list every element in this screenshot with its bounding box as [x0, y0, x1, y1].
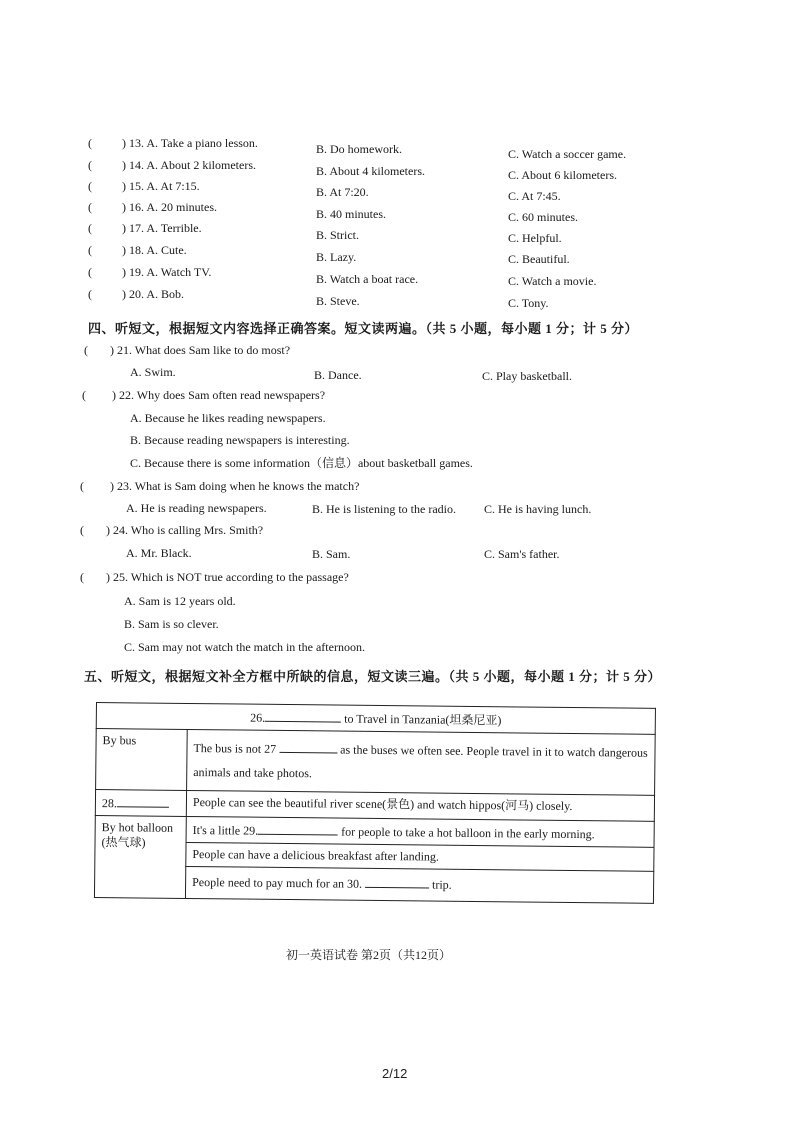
question-16: ( ) 16. A. 20 minutes.: [88, 200, 218, 214]
question-18-option-c: C. Beautiful.: [508, 252, 570, 266]
question-18-option-b: B. Lazy.: [316, 250, 357, 264]
question-20: ( ) 20. A. Bob.: [88, 287, 185, 301]
blank-30[interactable]: [365, 875, 429, 889]
question-13-option-c: C. Watch a soccer game.: [508, 147, 627, 161]
question-20-option-b: B. Steve.: [316, 294, 360, 308]
question-20-option-c: C. Tony.: [508, 296, 549, 310]
question-23-option-a: A. He is reading newspapers.: [126, 501, 267, 515]
row-label-bus: By bus: [96, 729, 188, 791]
question-21-option-b: B. Dance.: [314, 368, 362, 382]
blank-28[interactable]: [117, 794, 169, 808]
question-13-option-b: B. Do homework.: [316, 142, 402, 156]
question-24-option-c: C. Sam's father.: [484, 547, 560, 561]
question-16-option-c: C. 60 minutes.: [508, 210, 579, 224]
blank-26[interactable]: [265, 709, 341, 723]
question-15-option-b: B. At 7:20.: [316, 185, 369, 199]
blank-29[interactable]: [258, 822, 338, 836]
row-30-content: People need to pay much for an 30. trip.: [185, 866, 653, 903]
row-29-content: It's a little 29. for people to take a hot balloon in the early morning.: [186, 816, 654, 847]
question-17: ( ) 17. A. Terrible.: [88, 221, 202, 235]
question-22: ( ) 22. Why does Sam often read newspapers?: [82, 388, 326, 402]
question-25-option-b: B. Sam is so clever.: [124, 617, 219, 631]
row-label-28: 28.: [95, 790, 186, 817]
question-19: ( ) 19. A. Watch TV.: [88, 265, 212, 279]
question-19-option-b: B. Watch a boat race.: [316, 272, 419, 286]
question-24-option-b: B. Sam.: [312, 547, 351, 561]
section-5-heading: 五、听短文，根据短文补全方框中所缺的信息，短文读三遍。（共 5 小题，每小题 1 分；计 5 分）: [84, 669, 662, 684]
page-footer: 初一英语试卷 第2页（共12页）: [286, 948, 452, 962]
question-14: ( ) 14. A. About 2 kilometers.: [88, 158, 257, 172]
question-21-option-c: C. Play basketball.: [482, 369, 572, 383]
question-22-option-b: B. Because reading newspapers is interesting.: [130, 433, 350, 447]
question-23: ( ) 23. What is Sam doing when he knows the match?: [80, 479, 360, 493]
question-23-option-c: C. He is having lunch.: [484, 502, 592, 516]
row-bus-content: The bus is not 27 as the buses we often see. People travel in it to watch dangerous animals and take photos.: [187, 729, 656, 795]
question-22-option-c: C. Because there is some information（信息）about basketball games.: [130, 456, 473, 470]
question-15-option-c: C. At 7:45.: [508, 189, 561, 203]
question-16-option-b: B. 40 minutes.: [316, 207, 387, 221]
page-indicator: 2/12: [382, 1066, 408, 1081]
question-21-option-a: A. Swim.: [130, 365, 176, 379]
section-4-heading: 四、听短文，根据短文内容选择正确答案。短文读两遍。（共 5 小题，每小题 1 分；计 5 分）: [88, 321, 639, 336]
question-13: ( ) 13. A. Take a piano lesson.: [88, 136, 258, 150]
question-25-option-c: C. Sam may not watch the match in the afternoon.: [124, 640, 365, 654]
row-breakfast-content: People can have a delicious breakfast after landing.: [186, 842, 654, 871]
table-title: 26. to Travel in Tanzania(坦桑尼亚): [96, 703, 655, 735]
question-15: ( ) 15. A. At 7:15.: [88, 179, 200, 193]
question-17-option-b: B. Strict.: [316, 228, 360, 242]
question-25: ( ) 25. Which is NOT true according to the passage?: [80, 570, 349, 584]
question-14-option-c: C. About 6 kilometers.: [508, 168, 617, 182]
question-22-option-a: A. Because he likes reading newspapers.: [130, 411, 326, 425]
question-19-option-c: C. Watch a movie.: [508, 274, 597, 288]
question-17-option-c: C. Helpful.: [508, 231, 562, 245]
row-28-content: People can see the beautiful river scene(景色) and watch hippos(河马) closely.: [186, 790, 654, 821]
question-24-option-a: A. Mr. Black.: [126, 546, 192, 560]
blank-27[interactable]: [279, 740, 337, 754]
question-14-option-b: B. About 4 kilometers.: [316, 164, 425, 178]
question-24: ( ) 24. Who is calling Mrs. Smith?: [80, 523, 264, 537]
question-25-option-a: A. Sam is 12 years old.: [124, 594, 236, 608]
question-18: ( ) 18. A. Cute.: [88, 243, 187, 257]
row-label-balloon: By hot balloon (热气球): [94, 815, 186, 898]
fill-in-table: [94, 702, 656, 904]
question-23-option-b: B. He is listening to the radio.: [312, 502, 456, 516]
question-21: ( ) 21. What does Sam like to do most?: [84, 343, 291, 357]
